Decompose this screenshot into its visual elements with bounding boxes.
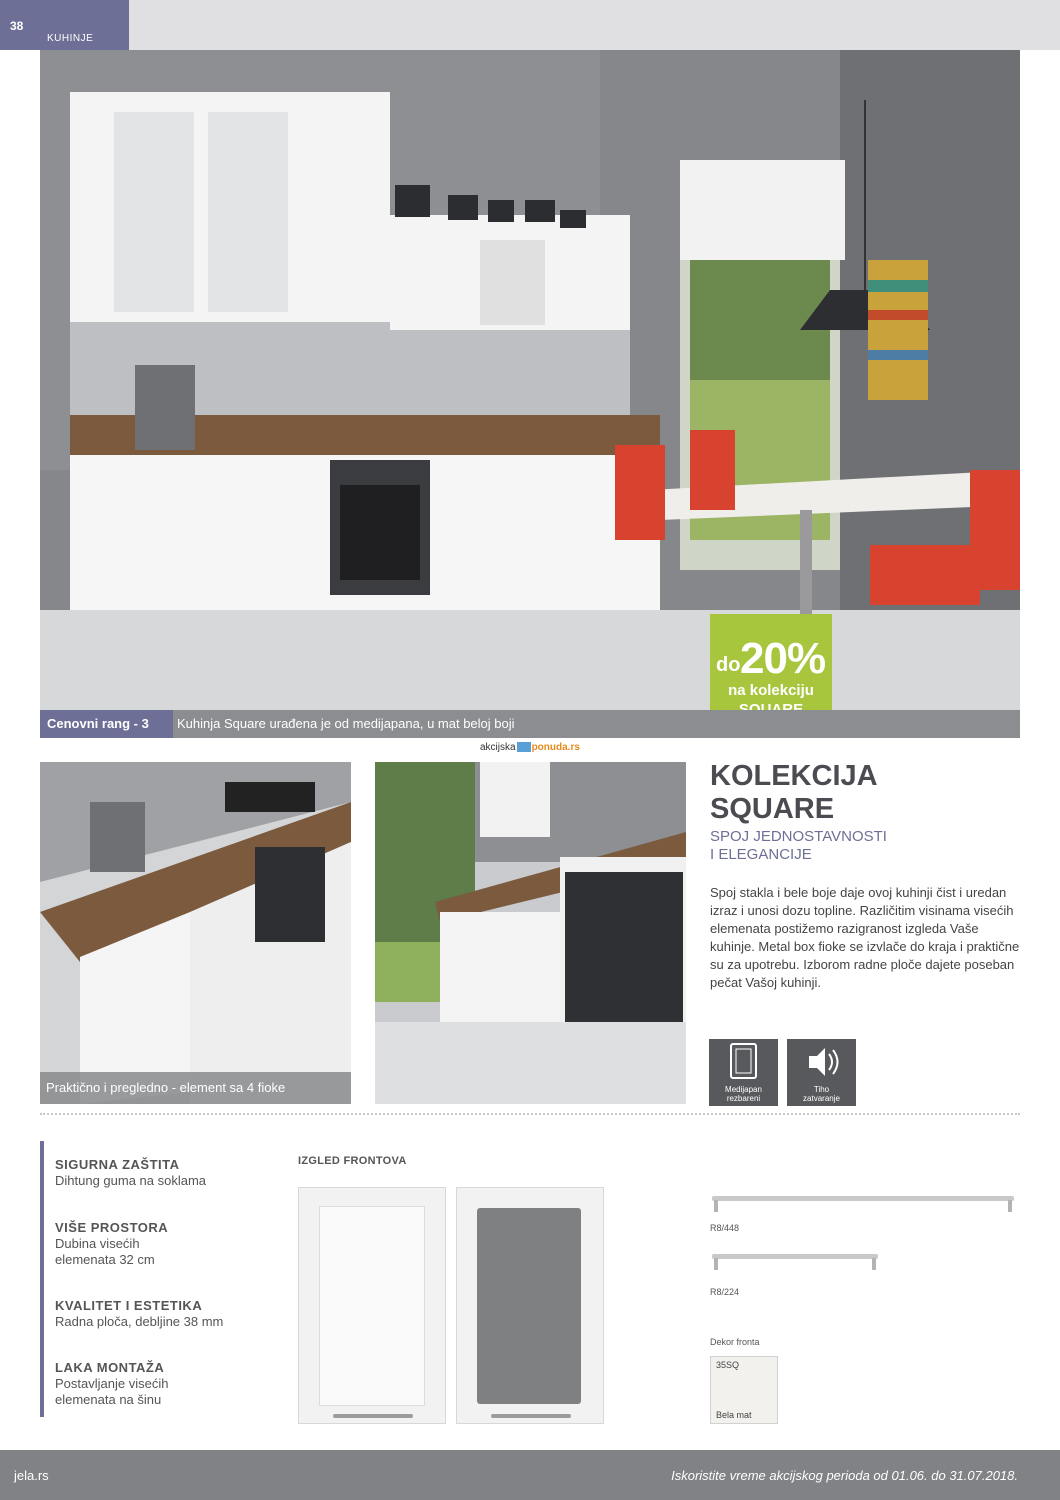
collection-subtitle-line1: SPOJ JEDNOSTAVNOSTI [710, 828, 887, 845]
handle-short-image [710, 1250, 880, 1272]
photo-oven [375, 762, 686, 1104]
decor-swatch [710, 1356, 778, 1424]
photo-drawers [40, 762, 351, 1104]
watermark-right: ponuda.rs [531, 742, 580, 753]
hero-caption-bar [40, 710, 1020, 738]
front-solid-door [298, 1187, 446, 1424]
benefit-title: KVALITET I ESTETIKA [55, 1298, 203, 1313]
footer-note: Iskoristite vreme akcijskog perioda od 01.06. do 31.07.2018. [671, 1468, 1018, 1483]
benefits-list [40, 1141, 280, 1417]
benefit-text: Dubina visećih [55, 1236, 140, 1251]
watermark-logo [480, 742, 580, 753]
benefit-title: SIGURNA ZAŠTITA [55, 1157, 180, 1172]
price-range-tag: Cenovni rang - 3 [40, 710, 173, 738]
door-handle [333, 1414, 413, 1418]
door-handle [491, 1414, 571, 1418]
promo-prefix: do [716, 654, 741, 676]
benefit-item [55, 1298, 223, 1330]
page-number: 38 [10, 19, 24, 33]
feature-mdf-carved [709, 1039, 778, 1106]
feature-label-line1: Tiho [813, 1085, 830, 1094]
section-divider [40, 1113, 1020, 1115]
section-tab [0, 0, 129, 50]
collection-title-line1: KOLEKCIJA [710, 760, 878, 792]
speaker-mute-icon [787, 1039, 856, 1084]
collection-title [710, 760, 878, 826]
benefit-item [55, 1360, 168, 1408]
decor-label: Dekor fronta [710, 1337, 760, 1347]
photo-drawers-caption: Praktično i pregledno - element sa 4 fioke [40, 1072, 351, 1104]
benefit-text: Radna ploča, debljine 38 mm [55, 1314, 224, 1329]
section-name: KUHINJE [47, 33, 94, 44]
decor-name: Bela mat [716, 1410, 752, 1420]
collection-title-line2: SQUARE [710, 793, 835, 825]
collection-subtitle [710, 828, 887, 864]
benefit-text: elemenata na šinu [55, 1392, 162, 1407]
benefit-title: VIŠE PROSTORA [55, 1220, 169, 1235]
benefit-text: elemenata 32 cm [55, 1252, 155, 1267]
collection-description: Spoj stakla i bele boje daje ovoj kuhinji čist i uredan izraz i unosi dozu topline. Različitim visinama visećih elemenata postižemo razigranost izgleda Vaše kuhinje. Metal box fioke se izvlače do kraja i praktične su za upotrebu. Izborom radne ploče dajete poseban pečat Vašoj kuhinji. [710, 885, 1020, 990]
hero-kitchen-photo [40, 50, 1020, 738]
footer-site[interactable]: jela.rs [14, 1468, 49, 1483]
door-panel-icon [709, 1039, 778, 1084]
watermark-left: akcijska [480, 742, 516, 753]
fronts-title: IZGLED FRONTOVA [298, 1155, 407, 1167]
benefit-text: Dihtung guma na soklama [55, 1173, 207, 1188]
hero-caption: Kuhinja Square urađena je od medijapana, u mat beloj boji [177, 716, 515, 731]
benefit-item [55, 1220, 168, 1268]
footer-bar [0, 1450, 1060, 1500]
handle-long-image [710, 1192, 1016, 1214]
handle-code: R8/448 [710, 1223, 740, 1233]
benefit-title: LAKA MONTAŽA [55, 1360, 165, 1375]
watermark-icon [517, 742, 531, 752]
header-bar [0, 0, 1060, 50]
promo-line1: na kolekciju [728, 682, 814, 699]
promo-percent: 20% [740, 634, 826, 683]
door-glass-panel [477, 1208, 581, 1404]
benefit-item [55, 1157, 206, 1189]
feature-label-line2: zatvaranje [803, 1094, 840, 1103]
handle-code: R8/224 [710, 1287, 740, 1297]
collection-subtitle-line2: I ELEGANCIJE [710, 846, 812, 863]
benefit-text: Postavljanje visećih [55, 1376, 169, 1391]
feature-label-line2: rezbareni [726, 1094, 761, 1103]
door-panel [319, 1206, 425, 1406]
decor-code: 35SQ [716, 1360, 740, 1370]
feature-label-line1: Medijapan [725, 1085, 762, 1094]
front-glass-door [456, 1187, 604, 1424]
feature-soft-close [787, 1039, 856, 1106]
